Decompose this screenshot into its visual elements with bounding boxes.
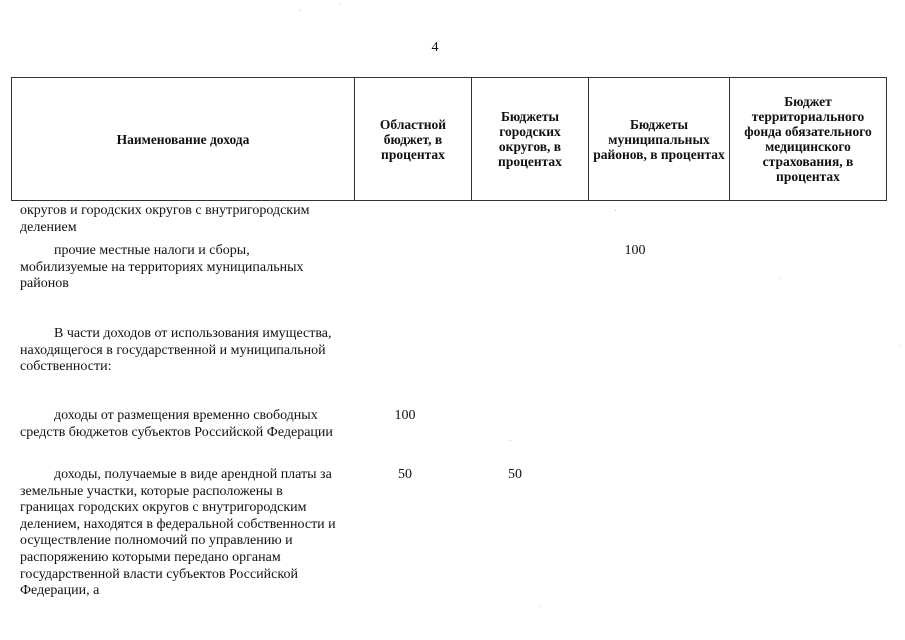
income-name-text: мобилизуемые на территориях муниципальных районов (20, 259, 304, 292)
income-name (20, 408, 338, 441)
value-regional: 50 (398, 467, 412, 482)
income-name-text: свободных средств бюджетов субъектов Российской Федерации (20, 408, 333, 440)
header-medical-fund-budget: Бюджет территориального фонда обязательного медицинского страхования, в процентах (730, 78, 887, 201)
value-municipal: 100 (624, 243, 646, 258)
income-name (20, 326, 338, 376)
income-name-first-line: доходы от размещения временно (54, 408, 250, 423)
scan-speck (540, 606, 541, 607)
scan-speck (300, 10, 301, 11)
header-city-budgets: Бюджеты городских округов, в процентах (472, 78, 589, 201)
income-name-first-line: прочие местные налоги и сборы, (54, 243, 250, 258)
page-number: 4 (431, 40, 439, 55)
income-name (20, 467, 338, 600)
income-name-text: платы за земельные участки, которые расположены в границах городских округов с внутригородским делением, находятся в федеральной собственности и осуществление полномочий по управлению и распоряжению которыми передано органам государственной власти субъектов Российской Федерации, а (20, 467, 336, 599)
table-body (20, 203, 890, 640)
income-name-text: округов и городских округов с внутригородским делением (20, 203, 310, 235)
header-municipal-budgets: Бюджеты муниципальных районов, в процентах (589, 78, 730, 201)
scan-speck (340, 3, 341, 4)
scan-speck (615, 210, 616, 211)
scan-speck (900, 345, 901, 346)
income-name-text: имущества, находящегося в государственной и муниципальной собственности: (20, 326, 332, 375)
scan-speck (510, 440, 511, 441)
income-name (20, 243, 338, 293)
income-name-first-line: В части доходов от использования (54, 326, 259, 341)
scan-speck (780, 278, 781, 279)
table-header (11, 77, 887, 201)
income-name (20, 203, 338, 236)
income-name-first-line: доходы, получаемые в виде арендной (54, 467, 278, 482)
header-regional-budget: Областной бюджет, в процентах (355, 78, 472, 201)
header-name-of-income: Наименование дохода (12, 78, 355, 201)
value-city: 50 (508, 467, 522, 482)
value-regional: 100 (394, 408, 416, 423)
